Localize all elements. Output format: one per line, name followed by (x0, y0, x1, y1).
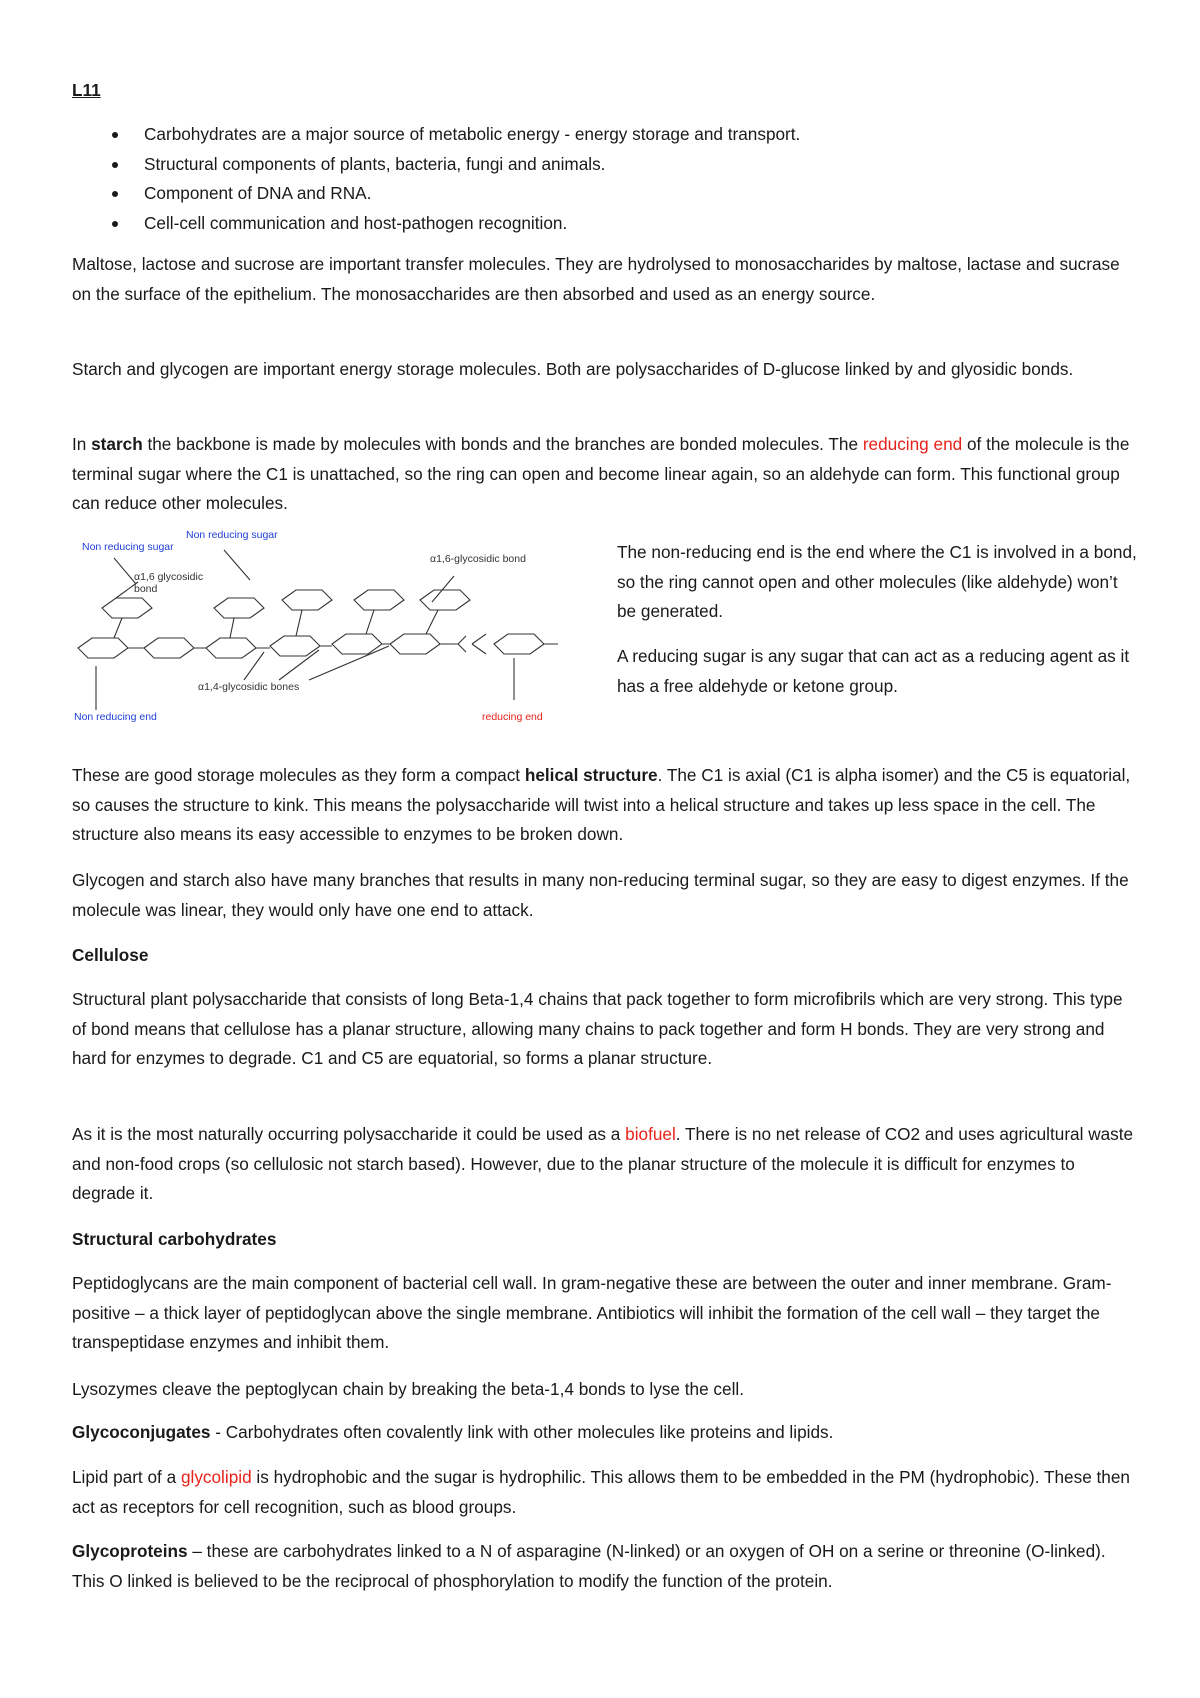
glucose-ring (390, 634, 440, 654)
paragraph-glycoproteins: Glycoproteins – these are carbohydrates linked to a N of asparagine (N-linked) or an oxygen of OH on a serine or threonine (O-linked). This O linked is believed to be the reciprocal of phosphorylation to modify the function of the protein. (72, 1541, 1106, 1591)
label-reducing-end: reducing end (482, 711, 543, 723)
paragraph-glycoconjugates: Glycoconjugates - Carbohydrates often covalently link with other molecules like proteins and lipids. (72, 1422, 834, 1442)
arrow (224, 550, 250, 580)
paragraph-branches: Glycogen and starch also have many branches that results in many non-reducing terminal sugar, so they are easy to digest enzymes. If the molecule was linear, they would only have one end to attack. (72, 870, 1129, 920)
bullet-item: Cell-cell communication and host-pathogen recognition. (72, 209, 1138, 239)
page-title: L11 (72, 80, 101, 100)
bullet-item: Component of DNA and RNA. (72, 179, 1138, 209)
label-a14-bonds: α1,4-glycosidic bones (198, 681, 300, 693)
paragraph-biofuel: As it is the most naturally occurring polysaccharide it could be used as a biofuel. There is no net release of CO2 and uses agricultural waste and non-food crops (so cellulosic not starch based). However, due to the planar structure of the molecule it is difficult for enzymes to degrade it. (72, 1124, 1134, 1203)
glucose-ring (206, 638, 256, 658)
glucose-ring (102, 598, 152, 618)
glucose-ring (354, 590, 404, 610)
glucose-ring (420, 590, 470, 610)
glucose-ring (78, 638, 128, 658)
bullet-list (72, 120, 1138, 238)
label-non-reducing-sugar: Non reducing sugar (82, 541, 174, 553)
arrow (244, 646, 389, 680)
paragraph-transfer-molecules: Maltose, lactose and sucrose are important transfer molecules. They are hydrolysed to monosaccharides by maltose, lactase and sucrase on the surface of the epithelium. The monosaccharides are then absorbed and used as an energy source. (72, 254, 1120, 304)
paragraph-starch: In starch the backbone is made by molecules with bonds and the branches are bonded molecules. The reducing end of the molecule is the terminal sugar where the C1 is unattached, so the ring can open and become linear again, so an aldehyde can form. This functional group can reduce other molecules. (72, 434, 1130, 513)
arrow (114, 558, 136, 584)
bullet-item: Carbohydrates are a major source of metabolic energy - energy storage and transport. (72, 120, 1138, 150)
bullet-icon (112, 191, 118, 197)
bullet-icon (112, 221, 118, 227)
paragraph-cellulose: Structural plant polysaccharide that consists of long Beta-1,4 chains that pack together to form microfibrils which are very strong. This type of bond means that cellulose has a planar structure, allowing many chains to pack together and form H bonds. They are very strong and hard for enzymes to degrade. C1 and C5 are equatorial, so forms a planar structure. (72, 989, 1123, 1068)
glycosidic-link (114, 610, 438, 638)
glucose-ring (144, 638, 194, 658)
paragraph-peptidoglycans: Peptidoglycans are the main component of bacterial cell wall. In gram-negative these are between the outer and inner membrane. Gram-positive – a thick layer of peptidoglycan above the single membrane. Antibiotics will inhibit the formation of the cell wall – they target the transpeptidase enzymes and inhibit them. (72, 1273, 1112, 1352)
paragraph-glycolipid: Lipid part of a glycolipid is hydrophobic and the sugar is hydrophilic. This allows them to be embedded in the PM (hydrophobic). These then act as receptors for cell recognition, such as blood groups. (72, 1467, 1130, 1517)
heading-structural-carbohydrates: Structural carbohydrates (72, 1229, 277, 1249)
glycogen-branch-diagram (74, 530, 604, 730)
label-non-reducing-sugar: Non reducing sugar (186, 530, 278, 541)
heading-cellulose: Cellulose (72, 945, 149, 965)
paragraph-storage-molecules: Starch and glycogen are important energy storage molecules. Both are polysaccharides of D-glucose linked by and glyosidic bonds. (72, 359, 1074, 379)
paragraph-reducing-sugar: A reducing sugar is any sugar that can act as a reducing agent as it has a free aldehyde or ketone group. (617, 646, 1130, 696)
bullet-icon (112, 132, 118, 138)
glucose-ring (494, 634, 544, 654)
paragraph-helical-structure: These are good storage molecules as they form a compact helical structure. The C1 is axial (C1 is alpha isomer) and the C5 is equatorial, so causes the structure to kink. This means the polysaccharide will twist into a helical structure and takes up less space in the cell. The structure also means its easy accessible to enzymes to be broken down. (72, 765, 1131, 844)
glucose-ring (214, 598, 264, 618)
diagram-svg (74, 530, 604, 730)
bullet-icon (112, 162, 118, 168)
arrow (432, 576, 454, 602)
bullet-item: Structural components of plants, bacteria, fungi and animals. (72, 150, 1138, 180)
paragraph-non-reducing-end: The non-reducing end is the end where the C1 is involved in a bond, so the ring cannot open and other molecules (like aldehyde) won’t be generated. (617, 542, 1137, 621)
glucose-ring (282, 590, 332, 610)
label-a16-glycosidic-bond: α1,6-glycosidic bond (430, 553, 526, 565)
label-non-reducing-end: Non reducing end (74, 711, 157, 723)
paragraph-lysozymes: Lysozymes cleave the peptoglycan chain by breaking the beta-1,4 bonds to lyse the cell. (72, 1379, 744, 1399)
label-a16-bond-left: α1,6 glycosidic (134, 571, 204, 583)
glucose-ring (270, 636, 320, 656)
label-a16-bond-left: bond (134, 583, 158, 595)
glucose-ring (332, 634, 382, 654)
